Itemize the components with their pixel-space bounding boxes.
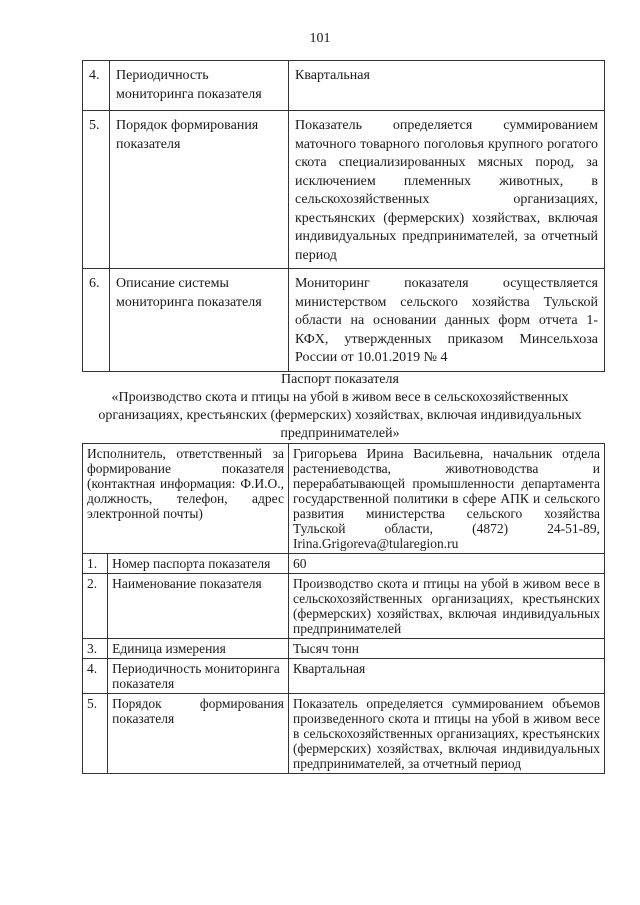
executor-row [83,444,605,554]
passport-title: Паспорт показателя [281,372,399,387]
row-value: Мониторинг показателя осуществляется министерством сельского хозяйства Тульской области на основании данных форм отчета 1-КФХ, утвержденных приказом Минсельхоза России от 10.01.2019 № 4 [289,269,605,372]
row-number: 4. [83,61,110,111]
row-value: 60 [289,554,605,574]
passport-subtitle: «Производство скота и птицы на убой в живом весе в сельскохозяйственных организациях, крестьянских (фермерских) хозяйствах, включая индивидуальных предпринимателей» [98,390,582,441]
row-label: Номер паспорта показателя [108,554,289,574]
row-number: 6. [83,269,110,372]
table-row [83,554,605,574]
row-number: 5. [83,694,108,774]
row-value: Показатель определяется суммированием объемов произведенного скота и птицы на убой в живом весе в сельскохозяйственных организациях, крестьянских (фермерских) хозяйствах, включая индивидуальных предпринимателей, за отчетный период [289,694,605,774]
table-row [83,639,605,659]
row-number: 5. [83,111,110,269]
row-number: 2. [83,574,108,639]
row-label: Единица измерения [108,639,289,659]
passport-heading [70,371,610,443]
table-row [83,574,605,639]
row-value: Показатель определяется суммированием маточного товарного поголовья крупного рогатого скота специализированных мясных пород, за исключением племенных животных, в сельскохозяйственных организациях, крестьянских (фермерских) хозяйствах, включая индивидуальных предпринимателей, за отчетный период [289,111,605,269]
row-number: 1. [83,554,108,574]
row-value: Квартальная [289,61,605,111]
table-row [83,659,605,694]
executor-label: Исполнитель, ответственный за формирование показателя (контактная информация: Ф.И.О., должность, телефон, адрес электронной почты) [83,444,289,554]
row-value: Производство скота и птицы на убой в живом весе в сельскохозяйственных организациях, крестьянских (фермерских) хозяйствах, включая индивидуальных предпринимателей [289,574,605,639]
row-label: Описание системы мониторинга показателя [110,269,289,372]
row-number: 4. [83,659,108,694]
passport-table [82,443,605,774]
table-row [83,61,605,111]
page-number: 101 [309,31,331,46]
row-value: Квартальная [289,659,605,694]
row-number: 3. [83,639,108,659]
row-label: Наименование показателя [108,574,289,639]
indicator-table-continued [82,60,605,372]
row-label: Порядок формирования показателя [108,694,289,774]
table-row [83,111,605,269]
table-row [83,269,605,372]
executor-value: Григорьева Ирина Васильевна, начальник отдела растениеводства, животноводства и перерабатывающей промышленности департамента государственной политики в сфере АПК и сельского развития министерства сельского хозяйства Тульской области, (4872) 24-51-89, Irina.Grigoreva@tularegion.ru [289,444,605,554]
row-label: Периодичность мониторинга показателя [108,659,289,694]
row-label: Порядок формирования показателя [110,111,289,269]
row-value: Тысяч тонн [289,639,605,659]
table-row [83,694,605,774]
row-label: Периодичность мониторинга показателя [110,61,289,111]
